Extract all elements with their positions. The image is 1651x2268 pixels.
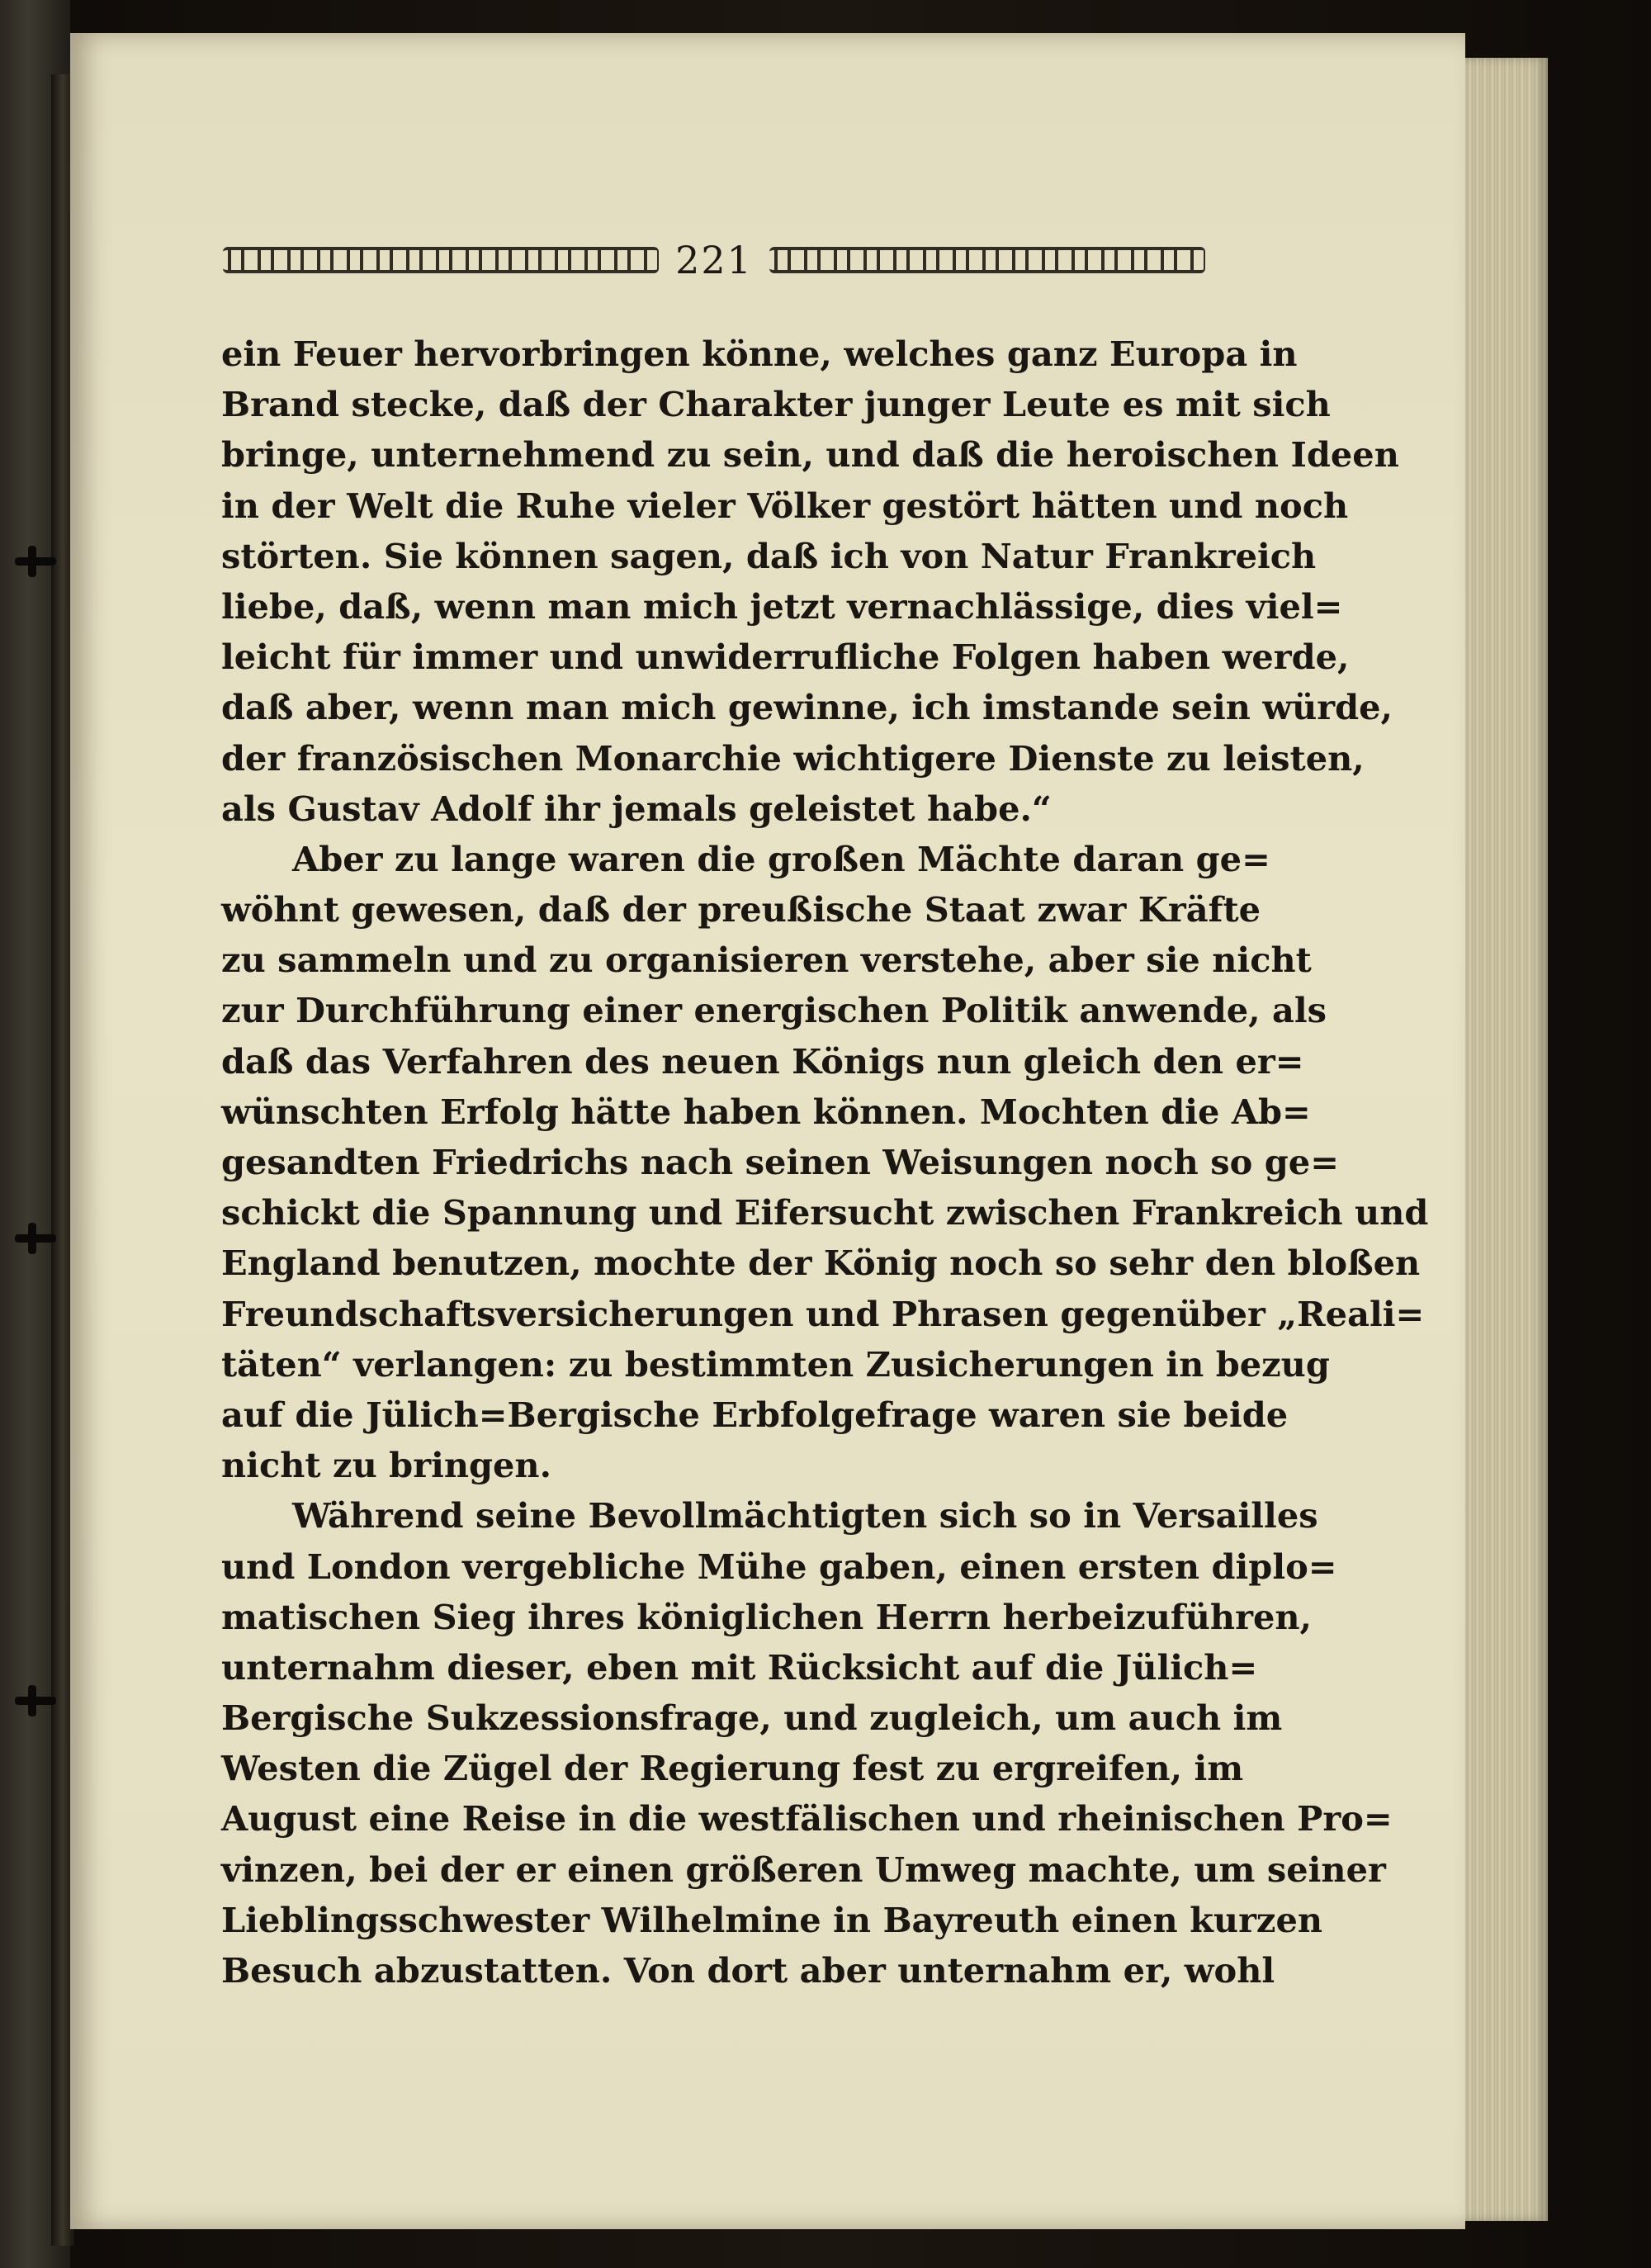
binding-mark <box>15 557 56 566</box>
text-line: zu sammeln und zu organisieren verstehe, aber sie nicht <box>221 940 1312 981</box>
binding-mark <box>15 1697 56 1705</box>
text-line: störten. Sie können sagen, daß ich von Natur Frankreich <box>221 535 1317 576</box>
text-line: nicht zu bringen. <box>221 1445 552 1486</box>
text-line: unternahm dieser, eben mit Rücksicht auf die Jülich= <box>221 1646 1258 1688</box>
text-line: Brand stecke, daß der Charakter junger Leute es mit sich <box>221 384 1331 425</box>
page-stack-edges <box>1465 58 1548 2221</box>
text-line: täten“ verlangen: zu bestimmten Zusicherungen in bezug <box>221 1343 1330 1385</box>
text-line: wöhnt gewesen, daß der preußische Staat zwar Kräfte <box>221 889 1261 930</box>
text-line: August eine Reise in die westfälischen und rheinischen Pro= <box>221 1798 1393 1839</box>
text-line: England benutzen, mochte der König noch so sehr den bloßen <box>221 1243 1421 1284</box>
text-line: und London vergebliche Mühe gaben, einen ersten diplo= <box>221 1546 1337 1587</box>
text-line: Aber zu lange waren die großen Mächte daran ge= <box>292 838 1270 879</box>
text-line: matischen Sieg ihres königlichen Herrn herbeizuführen, <box>221 1596 1312 1637</box>
text-line: ein Feuer hervorbringen könne, welches ganz Europa in <box>221 334 1298 374</box>
text-line: liebe, daß, wenn man mich jetzt vernachlässige, dies viel= <box>221 585 1343 627</box>
text-line: vinzen, bei der er einen größeren Umweg machte, um seiner <box>221 1849 1386 1890</box>
body-text <box>221 329 1429 1996</box>
text-line: leicht für immer und unwiderrufliche Folgen haben werde, <box>221 637 1350 678</box>
text-line: Westen die Zügel der Regierung fest zu ergreifen, im <box>221 1748 1244 1789</box>
text-line: Lieblingsschwester Wilhelmine in Bayreuth einen kurzen <box>221 1899 1323 1940</box>
text-line: zur Durchführung einer energischen Politik anwende, als <box>221 990 1327 1031</box>
text-line: daß das Verfahren des neuen Königs nun gleich den er= <box>221 1040 1304 1082</box>
text-line: bringe, unternehmend zu sein, und daß die heroischen Ideen <box>221 434 1399 476</box>
running-header <box>223 239 1205 281</box>
page-number: 221 <box>675 238 753 282</box>
text-line: gesandten Friedrichs nach seinen Weisungen noch so ge= <box>221 1142 1339 1182</box>
text-line: wünschten Erfolg hätte haben können. Mochten die Ab= <box>221 1091 1311 1132</box>
text-line: in der Welt die Ruhe vieler Völker gestört hätten und noch <box>221 485 1349 526</box>
text-line: daß aber, wenn man mich gewinne, ich imstande sein würde, <box>221 687 1393 728</box>
text-line: Freundschaftsversicherungen und Phrasen gegenüber „Reali= <box>221 1293 1425 1334</box>
text-line: schickt die Spannung und Eifersucht zwischen Frankreich und <box>221 1192 1429 1233</box>
binding-mark <box>15 1234 56 1243</box>
text-line: als Gustav Adolf ihr jemals geleistet habe.“ <box>221 788 1052 829</box>
header-ornament-right <box>769 247 1205 273</box>
text-line: der französischen Monarchie wichtigere Dienste zu leisten, <box>221 737 1365 779</box>
header-ornament-left <box>223 247 659 273</box>
text-line: auf die Jülich=Bergische Erbfolgefrage waren sie beide <box>221 1394 1289 1435</box>
text-line: Während seine Bevollmächtigten sich so in Versailles <box>292 1495 1318 1536</box>
text-line: Bergische Sukzessionsfrage, und zugleich, um auch im <box>221 1697 1283 1739</box>
text-line: Besuch abzustatten. Von dort aber unternahm er, wohl <box>221 1950 1275 1991</box>
